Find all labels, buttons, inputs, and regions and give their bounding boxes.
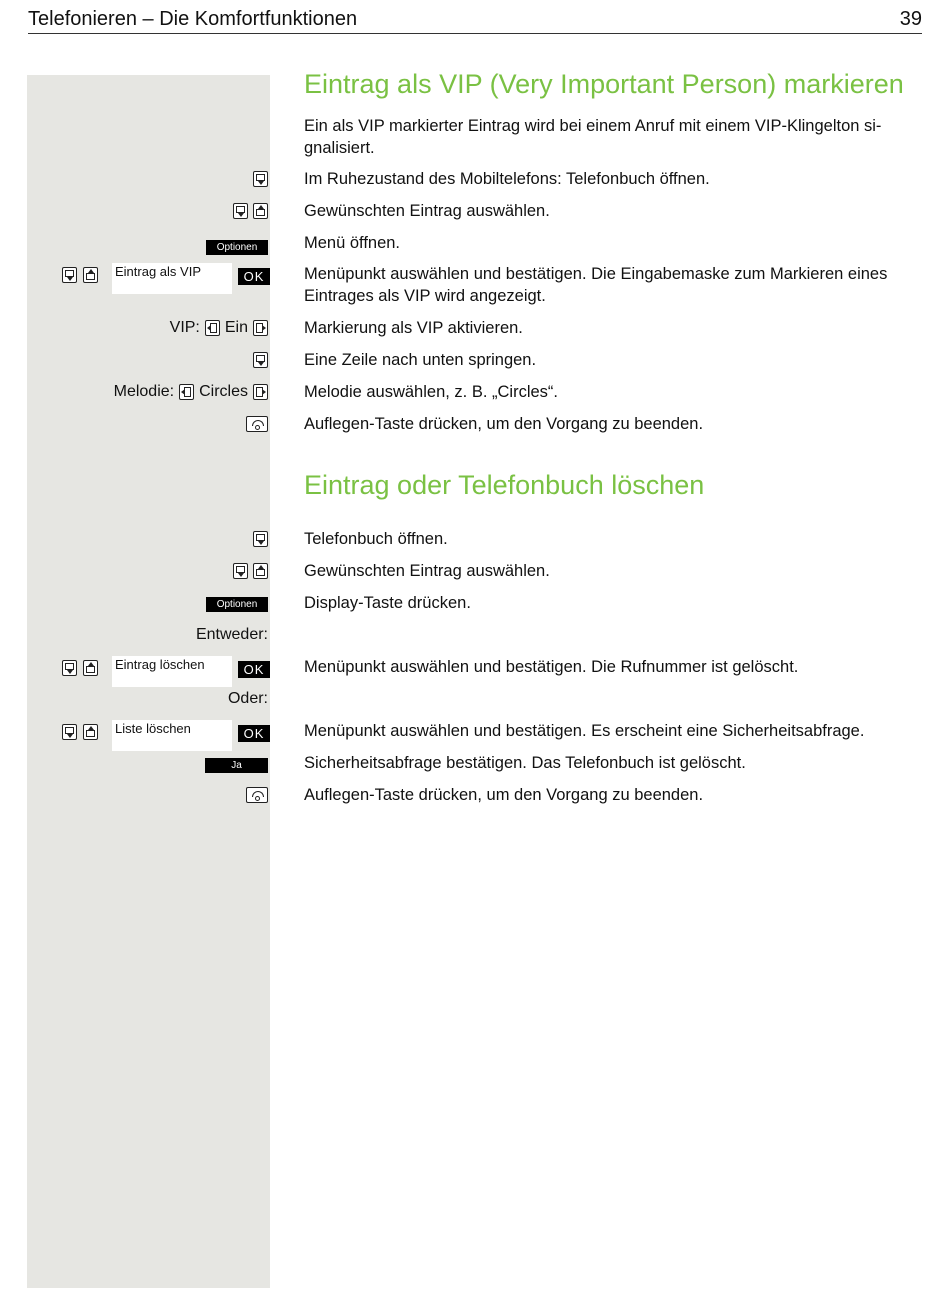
nav-down-key-icon: [62, 724, 77, 740]
step-keys: [233, 560, 268, 582]
vip-value: Ein: [224, 319, 248, 336]
section-heading-delete: Eintrag oder Telefonbuch löschen: [304, 470, 705, 500]
nav-down-key-icon: [62, 660, 77, 676]
menu-row-eintrag-als-vip: [62, 263, 270, 295]
melodie-label: Melodie:: [113, 383, 175, 400]
step-text: Display-Taste drücken.: [304, 594, 471, 612]
display-menu-item: Eintrag als VIP: [112, 263, 232, 294]
menu-row-liste-loeschen: [62, 720, 270, 752]
step-text: Menü öffnen.: [304, 234, 401, 252]
softkey-optionen: Optionen: [206, 597, 268, 612]
nav-right-key-icon: [253, 384, 268, 400]
display-menu-item: Eintrag löschen: [112, 656, 232, 687]
section-heading-vip: Eintrag als VIP (Very Important Person) markieren: [304, 69, 904, 99]
step-text: Telefonbuch öffnen.: [304, 530, 448, 548]
nav-up-key-icon: [83, 267, 98, 283]
step-keys: [233, 200, 268, 222]
nav-down-key-icon: [253, 531, 268, 547]
step-text: Gewünschten Eintrag auswählen.: [304, 202, 550, 220]
step-keys: [246, 413, 268, 435]
step-keys: [253, 168, 268, 190]
ok-key: OK: [238, 661, 270, 678]
step-keys-vip: [170, 317, 268, 339]
nav-up-key-icon: [83, 724, 98, 740]
nav-right-key-icon: [253, 320, 268, 336]
softkey-ja: Ja: [205, 758, 268, 773]
step-keys-melodie: [114, 381, 268, 403]
step-keys: [246, 784, 268, 806]
display-menu-item: Liste löschen: [112, 720, 232, 751]
ok-key: OK: [238, 268, 270, 285]
ok-key: OK: [238, 725, 270, 742]
nav-down-key-icon: [233, 203, 248, 219]
step-keys: [253, 349, 268, 371]
nav-up-key-icon: [83, 660, 98, 676]
step-text: Menüpunkt auswählen und bestätigen. Die Eingabemaske zum Markieren eines Eintrages als VIP wird angezeigt.: [304, 265, 888, 305]
nav-up-key-icon: [253, 563, 268, 579]
step-text: Melodie auswählen, z. B. „Circles“.: [304, 383, 559, 401]
melodie-value: Circles: [199, 383, 248, 400]
nav-down-key-icon: [253, 352, 268, 368]
page-number: 39: [899, 8, 922, 30]
softkey-optionen: Optionen: [206, 240, 268, 255]
step-text: Menüpunkt auswählen und bestätigen. Die Rufnummer ist gelöscht.: [304, 658, 799, 676]
step-text: Gewünschten Eintrag auswählen.: [304, 562, 550, 580]
nav-down-key-icon: [233, 563, 248, 579]
end-call-key-icon: [246, 416, 268, 432]
nav-up-key-icon: [253, 203, 268, 219]
step-text: Auflegen-Taste drücken, um den Vorgang zu beenden.: [304, 415, 704, 433]
step-text: Sicherheitsabfrage bestätigen. Das Telefonbuch ist gelöscht.: [304, 754, 746, 772]
step-text: Menüpunkt auswählen und bestätigen. Es erscheint eine Sicherheitsabfrage.: [304, 722, 865, 740]
nav-left-key-icon: [205, 320, 220, 336]
nav-left-key-icon: [179, 384, 194, 400]
nav-down-key-icon: [62, 267, 77, 283]
entweder-label: Entweder:: [195, 626, 268, 643]
section-intro: Ein als VIP markierter Eintrag wird bei einem Anruf mit einem VIP-Klingelton si-gnalisiert.: [304, 117, 882, 157]
end-call-key-icon: [246, 787, 268, 803]
vip-label: VIP:: [169, 319, 200, 336]
step-text: Markierung als VIP aktivieren.: [304, 319, 523, 337]
page-header: [28, 6, 922, 34]
step-text: Im Ruhezustand des Mobiltelefons: Telefonbuch öffnen.: [304, 170, 710, 188]
step-text: Auflegen-Taste drücken, um den Vorgang zu beenden.: [304, 786, 704, 804]
oder-label: Oder:: [227, 690, 268, 707]
step-keys: [253, 528, 268, 550]
step-text: Eine Zeile nach unten springen.: [304, 351, 537, 369]
menu-row-eintrag-loeschen: [62, 656, 270, 688]
header-title: Telefonieren – Die Komfortfunktionen: [28, 8, 358, 30]
nav-down-key-icon: [253, 171, 268, 187]
